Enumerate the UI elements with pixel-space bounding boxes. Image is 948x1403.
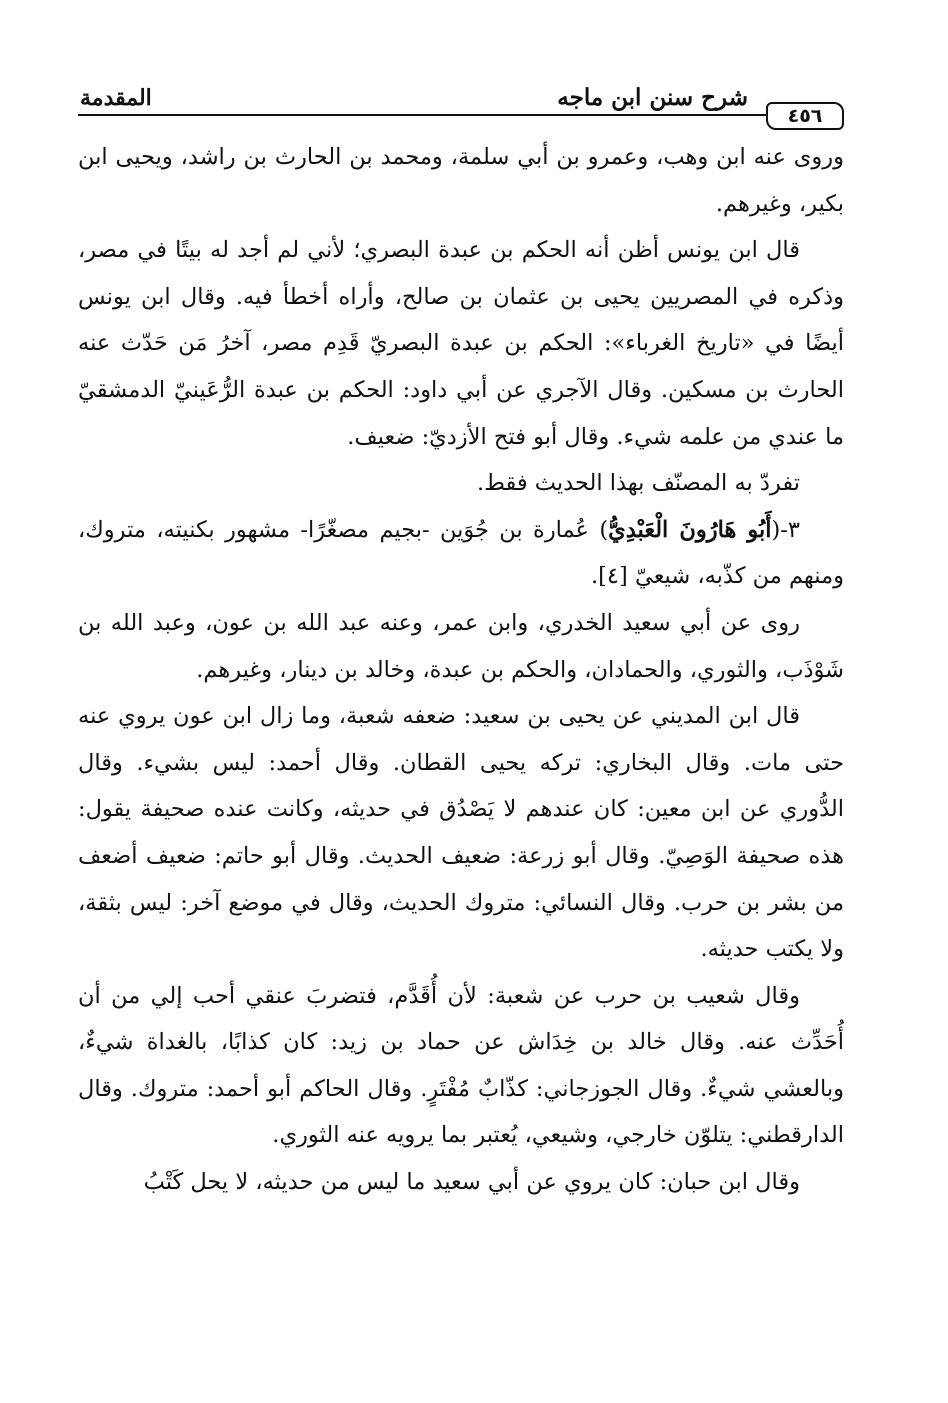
narrator-name: أَبُو هَارُونَ الْعَبْدِيُّ <box>608 516 772 543</box>
header-rule <box>78 114 766 116</box>
document-page <box>78 80 844 1206</box>
entry-number: ٣-( <box>771 516 800 543</box>
paragraph-6: قال ابن المديني عن يحيى بن سعيد: ضعفه شعبة، وما زال ابن عون يروي عنه حتى مات. وقال البخاري: تركه يحيى القطان. وقال أحمد: ليس بشيء. وقال الدُّوري عن ابن معين: كان عندهم لا يَصْدُق في حديثه، وكانت عنده صحيفة يقول: هذه صحيفة الوَصِيّ. وقال أبو زرعة: ضعيف الحديث. وقال أبو حاتم: ضعيف أضعف من بشر بن حرب. وقال النسائي: متروك الحديث، وقال في موضع آخر: ليس بثقة، ولا يكتب حديثه. <box>78 703 844 963</box>
paragraph-1: وروى عنه ابن وهب، وعمرو بن أبي سلمة، ومحمد بن الحارث بن راشد، ويحيى ابن بكير، وغيرهم. <box>78 144 844 217</box>
book-title: شرح سنن ابن ماجه <box>557 84 748 111</box>
page-header <box>78 80 844 127</box>
page-number: ٤٥٦ <box>766 102 844 130</box>
paragraph-7: وقال شعيب بن حرب عن شعبة: لأن أُقَدَّم، فتضربَ عنقي أحب إلي من أن أُحَدِّث عنه. وقال خالد بن خِدَاش عن حماد بن زيد: كان كذابًا، بالغداة شيءٌ، وبالعشي شيءٌ. وقال الجوزجاني: كذّابٌ مُفْتَرٍ. وقال الحاكم أبو أحمد: متروك. وقال الدارقطني: يتلوّن خارجي، وشيعي، يُعتبر بما يرويه عنه الثوري. <box>78 982 844 1149</box>
entry-description: ) عُمارة بن جُوَين -بجيم مصغّرًا- مشهور بكنيته، متروك، ومنهم من كذّبه، شيعيّ [٤]. <box>78 516 844 590</box>
paragraph-4-narrator-entry <box>78 507 844 600</box>
paragraph-5: روى عن أبي سعيد الخدري، وابن عمر، وعنه عبد الله بن عون، وعبد الله بن شَوْذَب، والثوري، والحمادان، والحكم بن عبدة، وخالد بن دينار، وغيرهم. <box>78 609 844 683</box>
page-body <box>78 134 844 1206</box>
paragraph-8: وقال ابن حبان: كان يروي عن أبي سعيد ما ليس من حديثه، لا يحل كَتْبُ <box>143 1169 800 1196</box>
paragraph-2: قال ابن يونس أظن أنه الحكم بن عبدة البصري؛ لأني لم أجد له بيتًا في مصر، وذكره في المصريين يحيى بن عثمان بن صالح، وأراه أخطأ فيه. وقال ابن يونس أيضًا في «تاريخ الغرباء»: الحكم بن عبدة البصريّ قَدِم مصر، آخرُ مَن حَدّث عنه الحارث بن مسكين. وقال الآجري عن أبي داود: الحكم بن عبدة الرُّعَينيّ الدمشقيّ ما عندي من علمه شيء. وقال أبو فتح الأزديّ: ضعيف. <box>78 237 844 450</box>
section-title: المقدمة <box>80 85 152 111</box>
paragraph-3: تفردّ به المصنّف بهذا الحديث فقط. <box>476 470 800 497</box>
